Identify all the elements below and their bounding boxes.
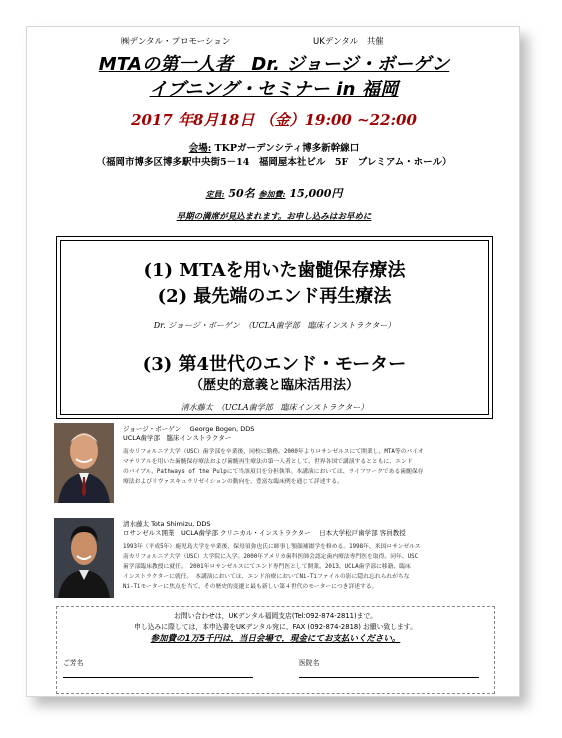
bio1-text-line: 南カリフォルニア大学（USC）歯学部を卒業後、同校に勤務。2000年よりロサンゼルスにて開業し、MTA等のバイオ [123, 449, 424, 455]
contact-line-2: 申し込みに際しては，本申込書をUKデンタル宛に、FAX (092-874-2818) お願い致します。 [134, 623, 417, 631]
capacity-label: 定員: [205, 189, 225, 199]
contact-line-1: お問い合わせは，UKデンタル福岡支店(Tel:092-874-2811)まで。 [174, 612, 377, 620]
title-line-2: イブニング・セミナー in 福岡 [149, 79, 399, 100]
bio2-text [123, 542, 421, 592]
venue-name: TKPガーデンシティ博多新幹線口 [214, 143, 360, 154]
name-field-label: ご芳名 [63, 659, 84, 667]
bio1-text-line: 療法およびリヴァスキュラリゼイションの動向を、豊富な臨床例を通じて詳述する。 [123, 479, 343, 485]
portrait-1-icon [54, 423, 114, 503]
venue-address: （福岡市博多区博多駅中央街5－14 福岡屋本社ビル 5F プレミアム・ホール） [96, 157, 452, 168]
bio2-text-line: Ni-Tiモーターに焦点を当て、その歴史的変遷と最も新しい第４世代のモーターにつき詳述する。 [123, 584, 378, 590]
bio2-text-line: 南カリフォルニア大学（USC）大学院に入学。2000年アメリカ歯科医師会認定歯内療法専門医を取得。同年、USC [123, 554, 419, 560]
topic-3: (3) 第4世代のエンド・モーター [142, 354, 407, 375]
lecturer-1: Dr. ジョージ・ボーゲン （UCLA歯学部 臨床インストラクター） [153, 321, 396, 330]
bio1-text-line: のバイブル、Pathways of the Pulpにて当該項目を分担執筆。本講演においては、ライフワークである歯髄保存 [123, 469, 424, 475]
portrait-2-icon [54, 518, 114, 598]
lecturer-2: 清水藤太 （UCLA歯学部 臨床インストラクター） [180, 403, 369, 412]
clinic-field-label: 医院名 [299, 659, 320, 667]
bio2-name: 清水藤太 Tota Shimizu, DDS [123, 520, 211, 528]
bio1-text [123, 447, 424, 487]
contact-fee-notice: 参加費の1万5千円は，当日会場で，現金にてお支払いください。 [150, 634, 401, 644]
bio2-text-line: 1993年（平成5年）鹿児島大学を卒業後、保母須弥也氏に師事し顎顔補綴学を修める。1998年、米国ロサンゼルス [123, 544, 421, 550]
bio1-affiliation: UCLA歯学部 臨床インストラクター [123, 434, 232, 442]
bio2-affiliation: ロサンゼルス開業 UCLA歯学部 クリニカル・インストラクター 日本大学松戸歯学部 客員教授 [123, 529, 406, 537]
capacity-value: 50名 [228, 187, 255, 200]
organizer-text: ㈱デンタル・プロモーション [121, 37, 231, 47]
bio1-name: ジョージ・ボーゲン George Bogen, DDS [123, 425, 255, 433]
topic-1: (1) MTAを用いた歯髄保存療法 [143, 260, 406, 281]
cohost-text: UKデンタル 共催 [313, 37, 384, 47]
name-field-line[interactable] [63, 677, 253, 678]
fee-label: 参加費: [258, 189, 286, 199]
title-line-1: MTAの第一人者 Dr. ジョージ・ボーゲン [98, 54, 450, 75]
event-date: 2017 年8月18日 （金）19:00 ~22:00 [131, 111, 417, 129]
bio1-text-line: マテリアルを用いた歯髄保存療法および歯髄再生療法の第一人者として、世界各国で講演するとともに、エンド [123, 459, 413, 465]
venue-line [27, 140, 520, 154]
photo-george-bogen [54, 423, 114, 503]
topic-2: (2) 最先端のエンド再生療法 [157, 286, 392, 307]
flyer-page [26, 26, 520, 697]
photo-tota-shimizu [54, 518, 114, 598]
early-notice: 早期の満席が見込まれます。お申し込みはお早めに [176, 212, 372, 222]
topic-3-subtitle: （歴史的意義と臨床活用法） [189, 378, 359, 393]
fee-value: 15,000円 [289, 187, 343, 200]
bio2-text-line: 歯学部臨床教授に就任。 2001年ロサンゼルスにてエンド専門医として開業。2013、UCLA歯学部に移籍、臨床 [123, 564, 411, 570]
venue-label: 会場: [188, 143, 212, 154]
bio2-text-line: インストラクターに就任。 本講演においては、エンド治療においてNi-Tiファイルの影に隠れ忘れられがちな [123, 574, 410, 580]
capacity-line [27, 185, 520, 201]
clinic-field-line[interactable] [299, 677, 479, 678]
